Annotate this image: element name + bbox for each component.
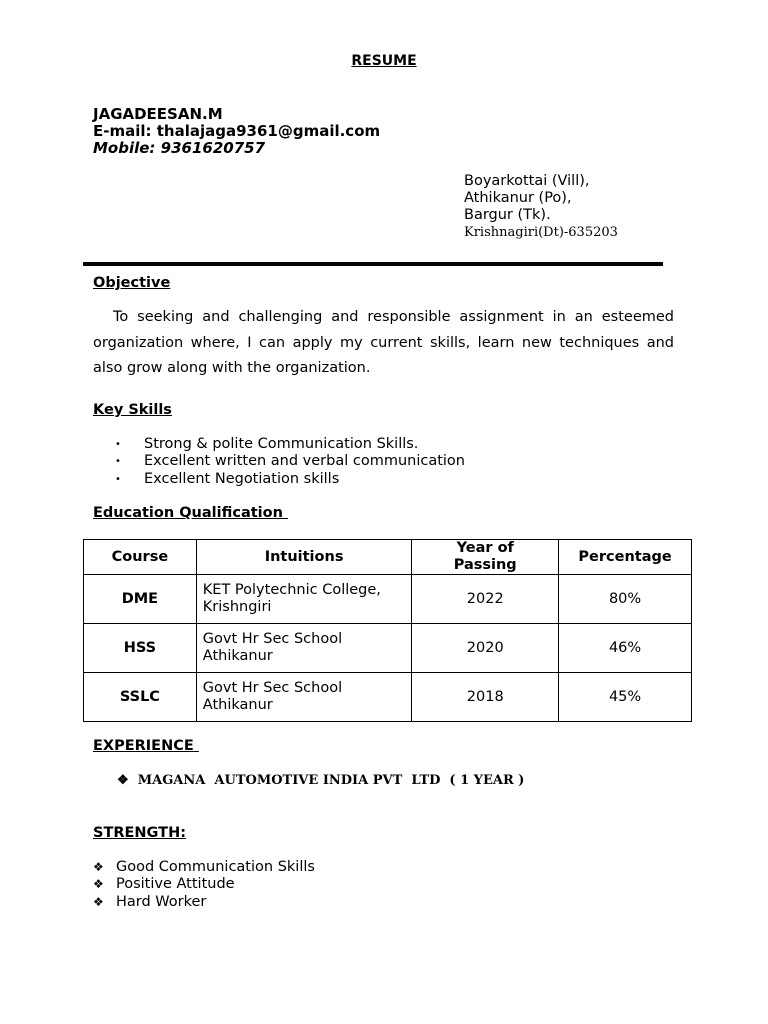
mobile-line: Mobile: 9361620757 xyxy=(93,139,266,157)
course-cell: DME xyxy=(84,575,197,624)
email-line: E-mail: thalajaga9361@gmail.com xyxy=(93,122,381,140)
header-year: Year of Passing xyxy=(412,540,559,575)
skill-text: Strong & polite Communication Skills. xyxy=(144,436,419,452)
diamond-bullet-icon: ❖ xyxy=(93,860,104,874)
objective-text: To seeking and challenging and responsible assignment in an esteemed organization where, I can apply my current skills, learn new techniques and also grow along with the organization. xyxy=(93,309,674,376)
key-skills-heading: Key Skills xyxy=(93,402,172,418)
table-row xyxy=(84,575,692,624)
year-cell: 2022 xyxy=(412,575,559,624)
address-line-village: Boyarkottai (Vill), xyxy=(464,173,590,189)
strength-heading: STRENGTH: xyxy=(93,825,187,841)
list-item xyxy=(93,876,315,893)
skill-text: Excellent written and verbal communication xyxy=(144,453,465,470)
education-heading: Education Qualification xyxy=(93,505,283,521)
percentage-cell: 45% xyxy=(559,673,692,722)
diamond-bullet-icon: ❖ xyxy=(93,894,104,909)
percentage-cell: 46% xyxy=(559,624,692,673)
experience-item xyxy=(117,773,524,788)
address-line-district: Krishnagiri(Dt)-635203 xyxy=(464,225,618,240)
strength-text: Positive Attitude xyxy=(116,876,235,893)
bullet-icon: • xyxy=(115,439,121,450)
experience-heading: EXPERIENCE xyxy=(93,738,194,754)
institution-cell: KET Polytechnic College, Krishngiri xyxy=(196,575,412,624)
header-institution: Intuitions xyxy=(196,540,412,575)
objective-heading: Objective xyxy=(93,275,171,291)
header-percentage: Percentage xyxy=(559,540,692,575)
address-line-taluk: Bargur (Tk). xyxy=(464,207,551,223)
bullet-icon: • xyxy=(115,473,121,485)
percentage-cell: 80% xyxy=(559,575,692,624)
address-line-post: Athikanur (Po), xyxy=(464,190,572,206)
education-table xyxy=(83,539,692,722)
table-row xyxy=(84,673,692,722)
course-cell: HSS xyxy=(84,624,197,673)
key-skills-list xyxy=(110,436,465,488)
header-divider xyxy=(83,262,663,266)
course-cell: SSLC xyxy=(84,673,197,722)
list-item xyxy=(93,859,315,876)
list-item xyxy=(93,894,315,911)
strength-list xyxy=(93,859,315,911)
table-row xyxy=(84,624,692,673)
table-header-row xyxy=(84,540,692,575)
experience-text: MAGANA AUTOMOTIVE INDIA PVT LTD ( 1 YEAR ) xyxy=(137,773,525,788)
list-item xyxy=(110,453,465,470)
list-item xyxy=(110,471,465,488)
institution-cell: Govt Hr Sec School Athikanur xyxy=(196,673,412,722)
diamond-bullet-icon: ❖ xyxy=(117,773,129,788)
resume-title: RESUME xyxy=(351,53,417,69)
institution-cell: Govt Hr Sec School Athikanur xyxy=(196,624,412,673)
skill-text: Excellent Negotiation skills xyxy=(144,470,340,487)
bullet-icon: • xyxy=(115,456,121,468)
strength-text: Hard Worker xyxy=(116,893,207,910)
year-cell: 2020 xyxy=(412,624,559,673)
strength-text: Good Communication Skills xyxy=(116,859,315,875)
diamond-bullet-icon: ❖ xyxy=(93,877,104,892)
list-item xyxy=(110,436,465,453)
candidate-name: JAGADEESAN.M xyxy=(93,105,223,123)
header-course: Course xyxy=(84,540,197,575)
year-cell: 2018 xyxy=(412,673,559,722)
